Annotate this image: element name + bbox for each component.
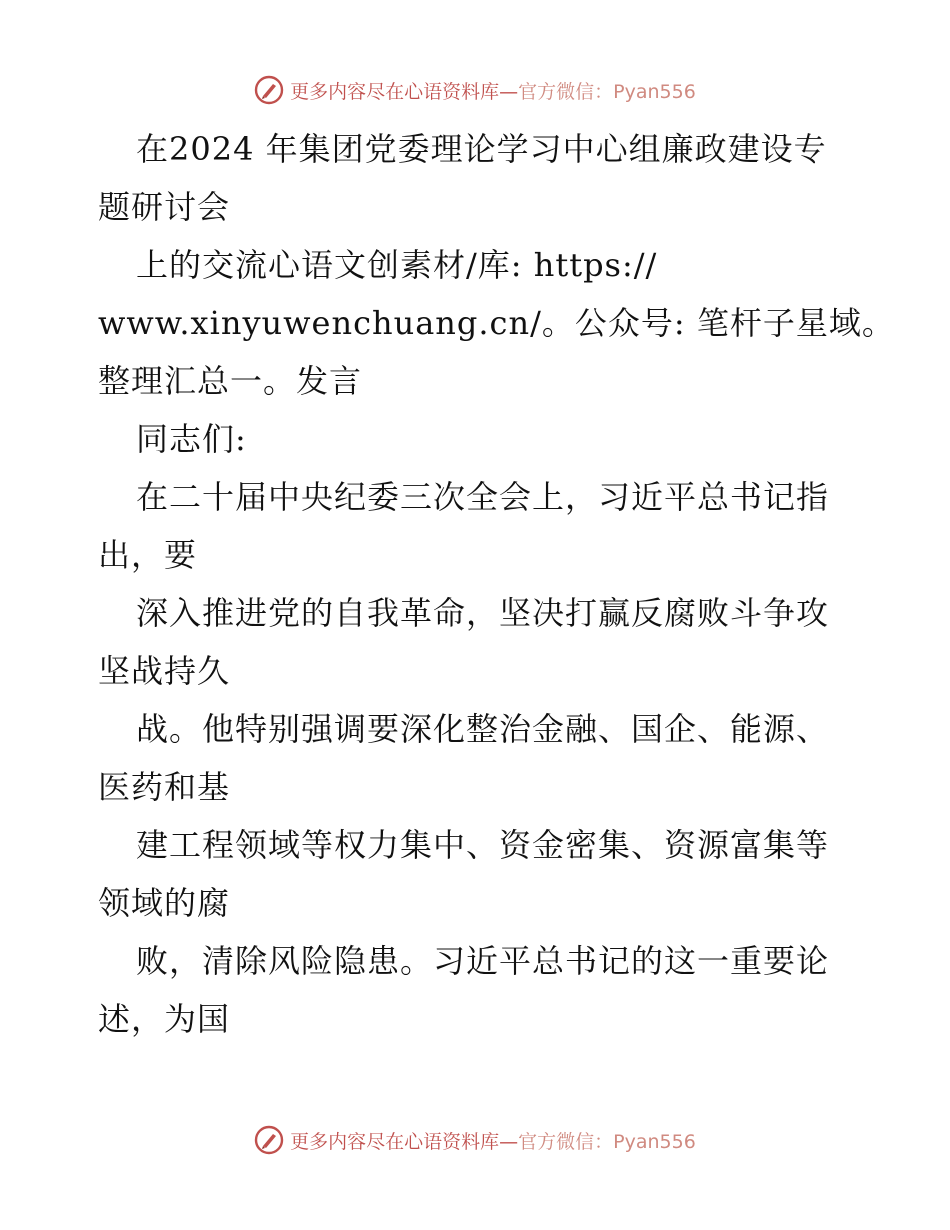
body-line-9: 深入推进党的自我革命，坚决打赢反腐败斗争攻 <box>136 594 830 632</box>
body-line-5: 整理汇总一。发言 <box>98 362 363 400</box>
footer-banner-text: 更多内容尽在心语资料库—官方微信：Pyan556 <box>290 1130 696 1153</box>
body-line-12: 医药和基 <box>98 768 231 806</box>
pen-logo-icon <box>254 75 284 105</box>
pen-logo-icon <box>254 1125 284 1155</box>
body-line-2: 题研讨会 <box>98 188 231 226</box>
body-line-13: 建工程领域等权力集中、资金密集、资源富集等 <box>136 826 830 864</box>
body-line-10: 坚战持久 <box>98 652 231 690</box>
footer-banner <box>0 1120 950 1160</box>
body-line-16: 述，为国 <box>98 1000 231 1038</box>
body-line-3: 上的交流心语文创素材/库: https:// <box>136 246 658 284</box>
body-line-1: 在2024 年集团党委理论学习中心组廉政建设专 <box>136 130 827 168</box>
body-line-11: 战。他特别强调要深化整治金融、国企、能源、 <box>136 710 830 748</box>
header-banner-text: 更多内容尽在心语资料库—官方微信：Pyan556 <box>290 80 696 103</box>
body-line-14: 领域的腐 <box>98 884 231 922</box>
body-line-15: 败，清除风险隐患。习近平总书记的这一重要论 <box>136 942 830 980</box>
document-body <box>98 120 895 1048</box>
body-line-7: 在二十届中央纪委三次全会上，习近平总书记指 <box>136 478 830 516</box>
header-banner <box>0 70 950 110</box>
body-line-6: 同志们: <box>136 420 247 458</box>
body-line-8: 出，要 <box>98 536 198 574</box>
body-line-4: www.xinyuwenchuang.cn/。公众号: 笔杆子星域。 <box>98 304 895 342</box>
